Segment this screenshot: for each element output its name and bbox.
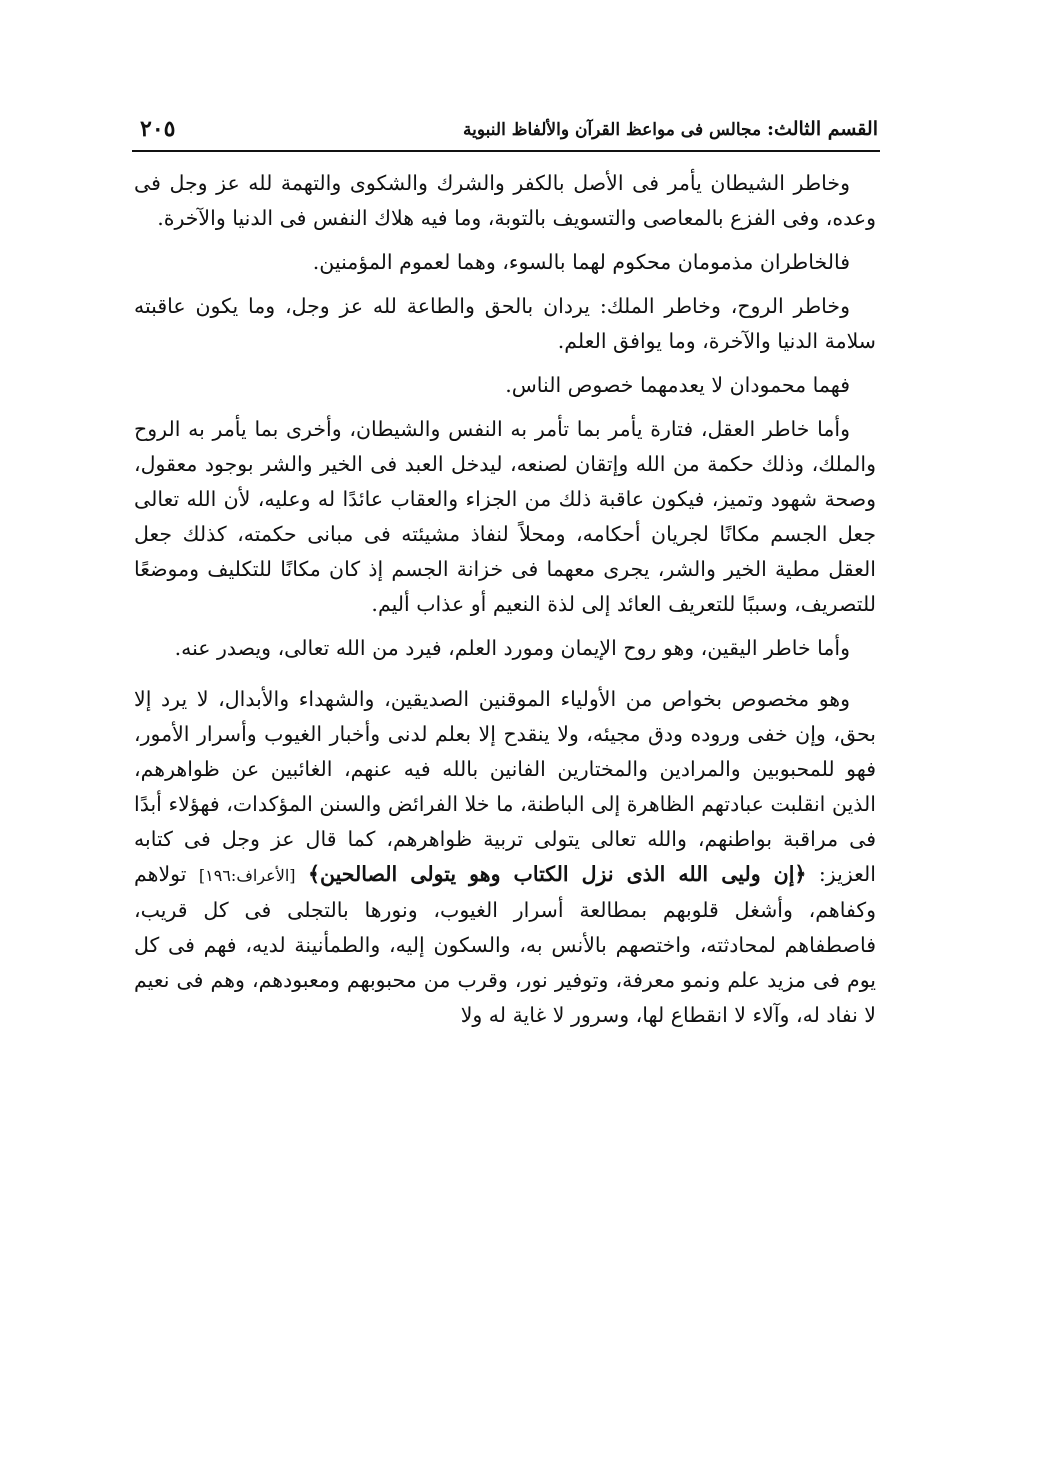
chapter-title: مجالس فى مواعظ القرآن والألفاظ النبوية xyxy=(463,120,762,140)
running-header xyxy=(140,110,878,150)
quran-verse: ﴿إن وليى الله الذى نزل الكتاب وهو يتولى الصالحين﴾ xyxy=(307,862,807,886)
header-title xyxy=(463,118,878,140)
section-label: القسم الثالث: xyxy=(767,118,878,140)
page-number: ٢٠٥ xyxy=(140,116,176,142)
body-text xyxy=(134,166,876,1042)
paragraph-with-verse xyxy=(134,682,876,1033)
paragraph: فهما محمودان لا يعدمهما خصوص الناس. xyxy=(505,373,850,397)
paragraph: وأما خاطر اليقين، وهو روح الإيمان ومورد العلم، فيرد من الله تعالى، ويصدر عنه. xyxy=(174,636,850,660)
paragraph: وخاطر الروح، وخاطر الملك: يردان بالحق والطاعة لله عز وجل، وما يكون عاقبته سلامة الدنيا والآخرة، وما يوافق العلم. xyxy=(134,294,876,353)
paragraph: فالخاطران مذمومان محكوم لهما بالسوء، وهما لعموم المؤمنين. xyxy=(312,250,850,274)
paragraph-text-after-verse: تولاهم وكفاهم، وأشغل قلوبهم بمطالعة أسرار الغيوب، ونورها بالتجلى فى كل قريب، فاصطفاهم لمحادثته، واختصهم بالأنس به، والسكون إليه، والطمأنينة لديه، فهم فى كل يوم فى مزيد علم ونمو معرفة، وتوفير نور، وقرب من محبوبهم ومعبودهم، وهم فى نعيم لا نفاد له، وآلاء لا انقطاع لها، وسرور لا غاية له ولا xyxy=(134,862,876,1027)
paragraph-text-before-verse: وهو مخصوص بخواص من الأولياء الموقنين الصديقين، والشهداء والأبدال، لا يرد إلا بحق، وإن خفى وروده ودق مجيئه، ولا ينقدح إلا بعلم لدنى وأخبار الغيوب وأسرار الأمور، فهو للمحبوبين والمرادين والمختارين الفانين بالله فيه عنهم، الغائبين عن ظواهرهم، الذين انقلبت عبادتهم الظاهرة إلى الباطنة، ما خلا الفرائض والسنن المؤكدات، فهؤلاء أبدًا فى مراقبة بواطنهم، والله تعالى يتولى تربية ظواهرهم، كما قال عز وجل فى كتابه العزيز: xyxy=(134,687,876,886)
paragraph: وأما خاطر العقل، فتارة يأمر بما تأمر به النفس والشيطان، وأخرى بما يأمر به الروح والملك، وذلك حكمة من الله وإتقان لصنعه، ليدخل العبد فى الخير والشر بوجود معقول، وصحة شهود وتميز، فيكون عاقبة ذلك من الجزاء والعقاب عائدًا له وعليه، لأن الله تعالى جعل الجسم مكانًا لجريان أحكامه، ومحلاً لنفاذ مشيئته فى مبانى حكمته، كذلك جعل العقل مطية الخير والشر، يجرى معهما فى خزانة الجسم إذ كان مكانًا للتكليف وموضعًا للتصريف، وسببًا للتعريف العائد إلى لذة النعيم أو عذاب أليم. xyxy=(134,417,876,616)
paragraph: وخاطر الشيطان يأمر فى الأصل بالكفر والشرك والشكوى والتهمة لله عز وجل فى وعده، وفى الفزع بالمعاصى والتسويف بالتوبة، وما فيه هلاك النفس فى الدنيا والآخرة. xyxy=(134,171,876,230)
header-divider xyxy=(132,150,880,152)
verse-reference: [الأعراف:١٩٦] xyxy=(198,866,296,885)
